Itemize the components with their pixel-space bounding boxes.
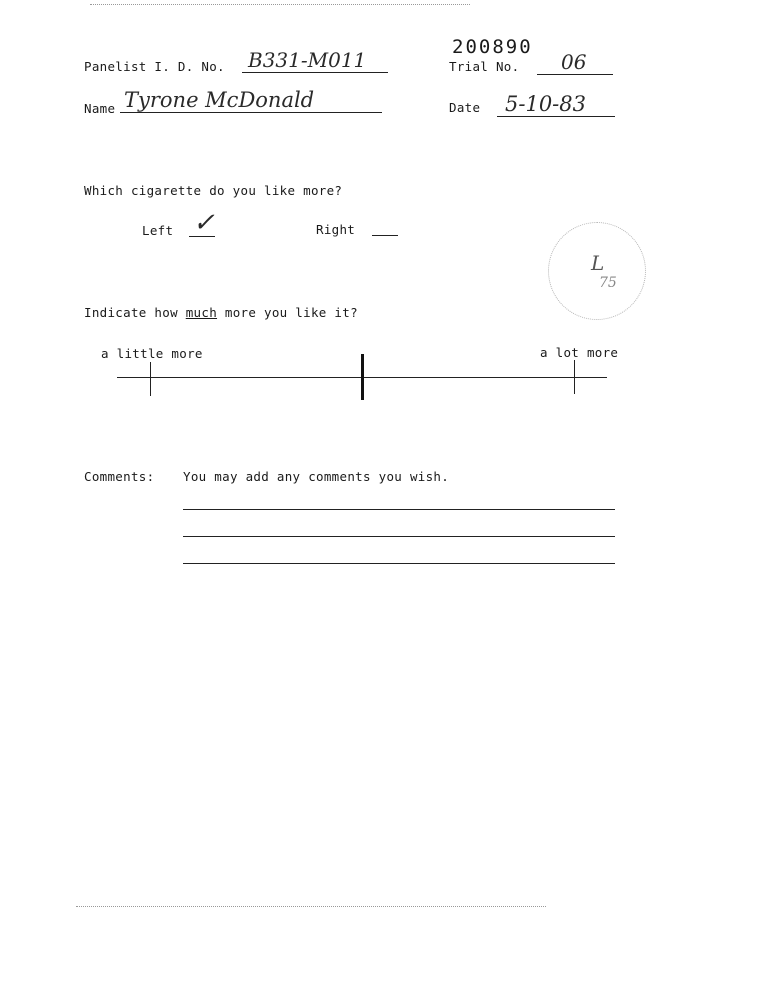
faint-stamp [548, 222, 646, 320]
trial-no-value: 06 [537, 50, 613, 75]
comment-line-2 [183, 536, 615, 537]
comments-label: Comments: [84, 469, 155, 484]
trial-no-label: Trial No. [449, 59, 520, 74]
right-option-label: Right [316, 222, 356, 237]
left-option-label: Left [142, 223, 174, 238]
question-how-much [84, 305, 358, 320]
panelist-id-value: B331-M011 [242, 48, 388, 73]
date-value: 5-10-83 [497, 92, 615, 117]
scale-left-label: a little more [101, 346, 203, 361]
comment-line-3 [183, 563, 615, 564]
date-label: Date [449, 100, 481, 115]
scale-selected-marker [361, 354, 364, 400]
left-option-blank [189, 208, 215, 238]
stamp-number: 75 [599, 275, 617, 291]
question-how-much-start: Indicate how [84, 305, 186, 320]
rating-scale [117, 354, 607, 398]
question-which-cigarette: Which cigarette do you like more? [84, 183, 343, 198]
name-label: Name [84, 101, 116, 116]
right-option-blank [372, 219, 398, 236]
scale-right-label: a lot more [540, 345, 619, 360]
signature: Tyrone McDonald [120, 88, 382, 113]
left-check-mark: ✓ [193, 208, 215, 238]
document-number: 200890 [452, 36, 533, 58]
scan-artifact-bottom [76, 906, 546, 907]
panelist-id-label: Panelist I. D. No. [84, 59, 225, 74]
scan-artifact-top [90, 4, 470, 5]
comments-prompt: You may add any comments you wish. [183, 469, 450, 484]
question-how-much-end: more you like it? [217, 305, 358, 320]
question-how-much-emphasis: much [185, 305, 218, 320]
scale-right-tick [574, 360, 575, 394]
scale-left-tick [150, 362, 151, 396]
comment-line-1 [183, 509, 615, 510]
stamp-letter: L [591, 251, 605, 275]
